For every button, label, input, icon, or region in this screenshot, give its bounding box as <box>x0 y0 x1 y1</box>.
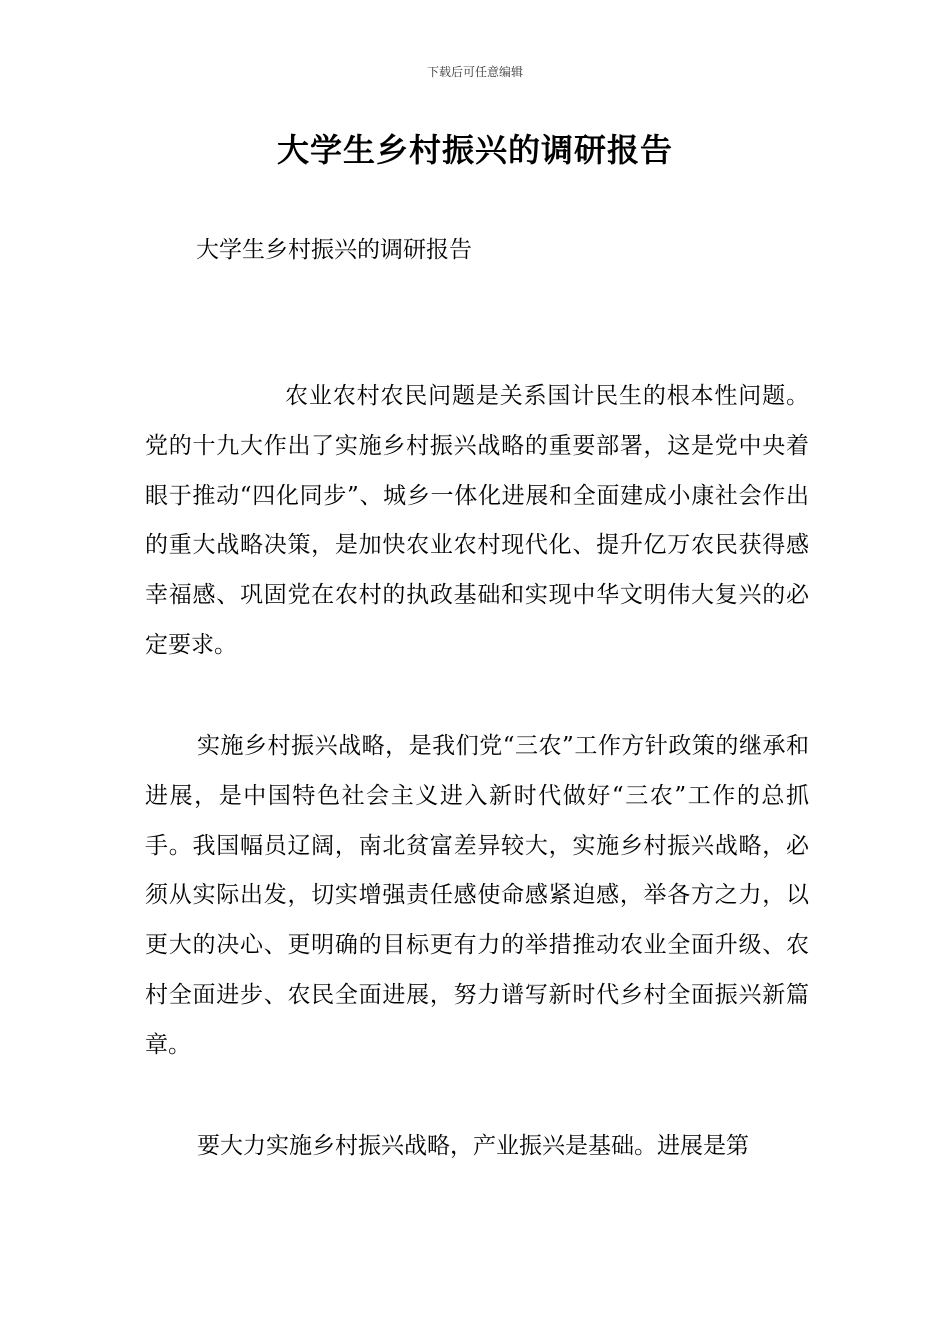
paragraph-2: 实施乡村振兴战略，是我们党“三农”工作方针政策的继承和进展，是中国特色社会主义进入新时代做好“三农”工作的总抓手。我国幅员辽阔，南北贫富差异较大，实施乡村振兴战略，必须从实际出发，切实增强责任感使命感紧迫感，举各方之力，以更大的决心、更明确的目标更有力的举措推动农业全面升级、农村全面进步、农民全面进展，努力谱写新时代乡村全面振兴新篇章。 <box>145 733 809 1058</box>
paragraph-1: 农业农村农民问题是关系国计民生的根本性问题。党的十九大作出了实施乡村振兴战略的重要部署，这是党中央着眼于推动“四化同步”、城乡一体化进展和全面建成小康社会作出的重大战略决策，是加快农业农村现代化、提升亿万农民获得感幸福感、巩固党在农村的执政基础和实现中华文明伟大复兴的必定要求。 <box>145 383 809 658</box>
paragraph-3: 要大力实施乡村振兴战略，产业振兴是基础。进展是第 <box>197 1133 749 1159</box>
header-note: 下载后可任意编辑 <box>426 65 523 79</box>
document-subtitle: 大学生乡村振兴的调研报告 <box>196 237 472 263</box>
document-title: 大学生乡村振兴的调研报告 <box>276 131 673 169</box>
